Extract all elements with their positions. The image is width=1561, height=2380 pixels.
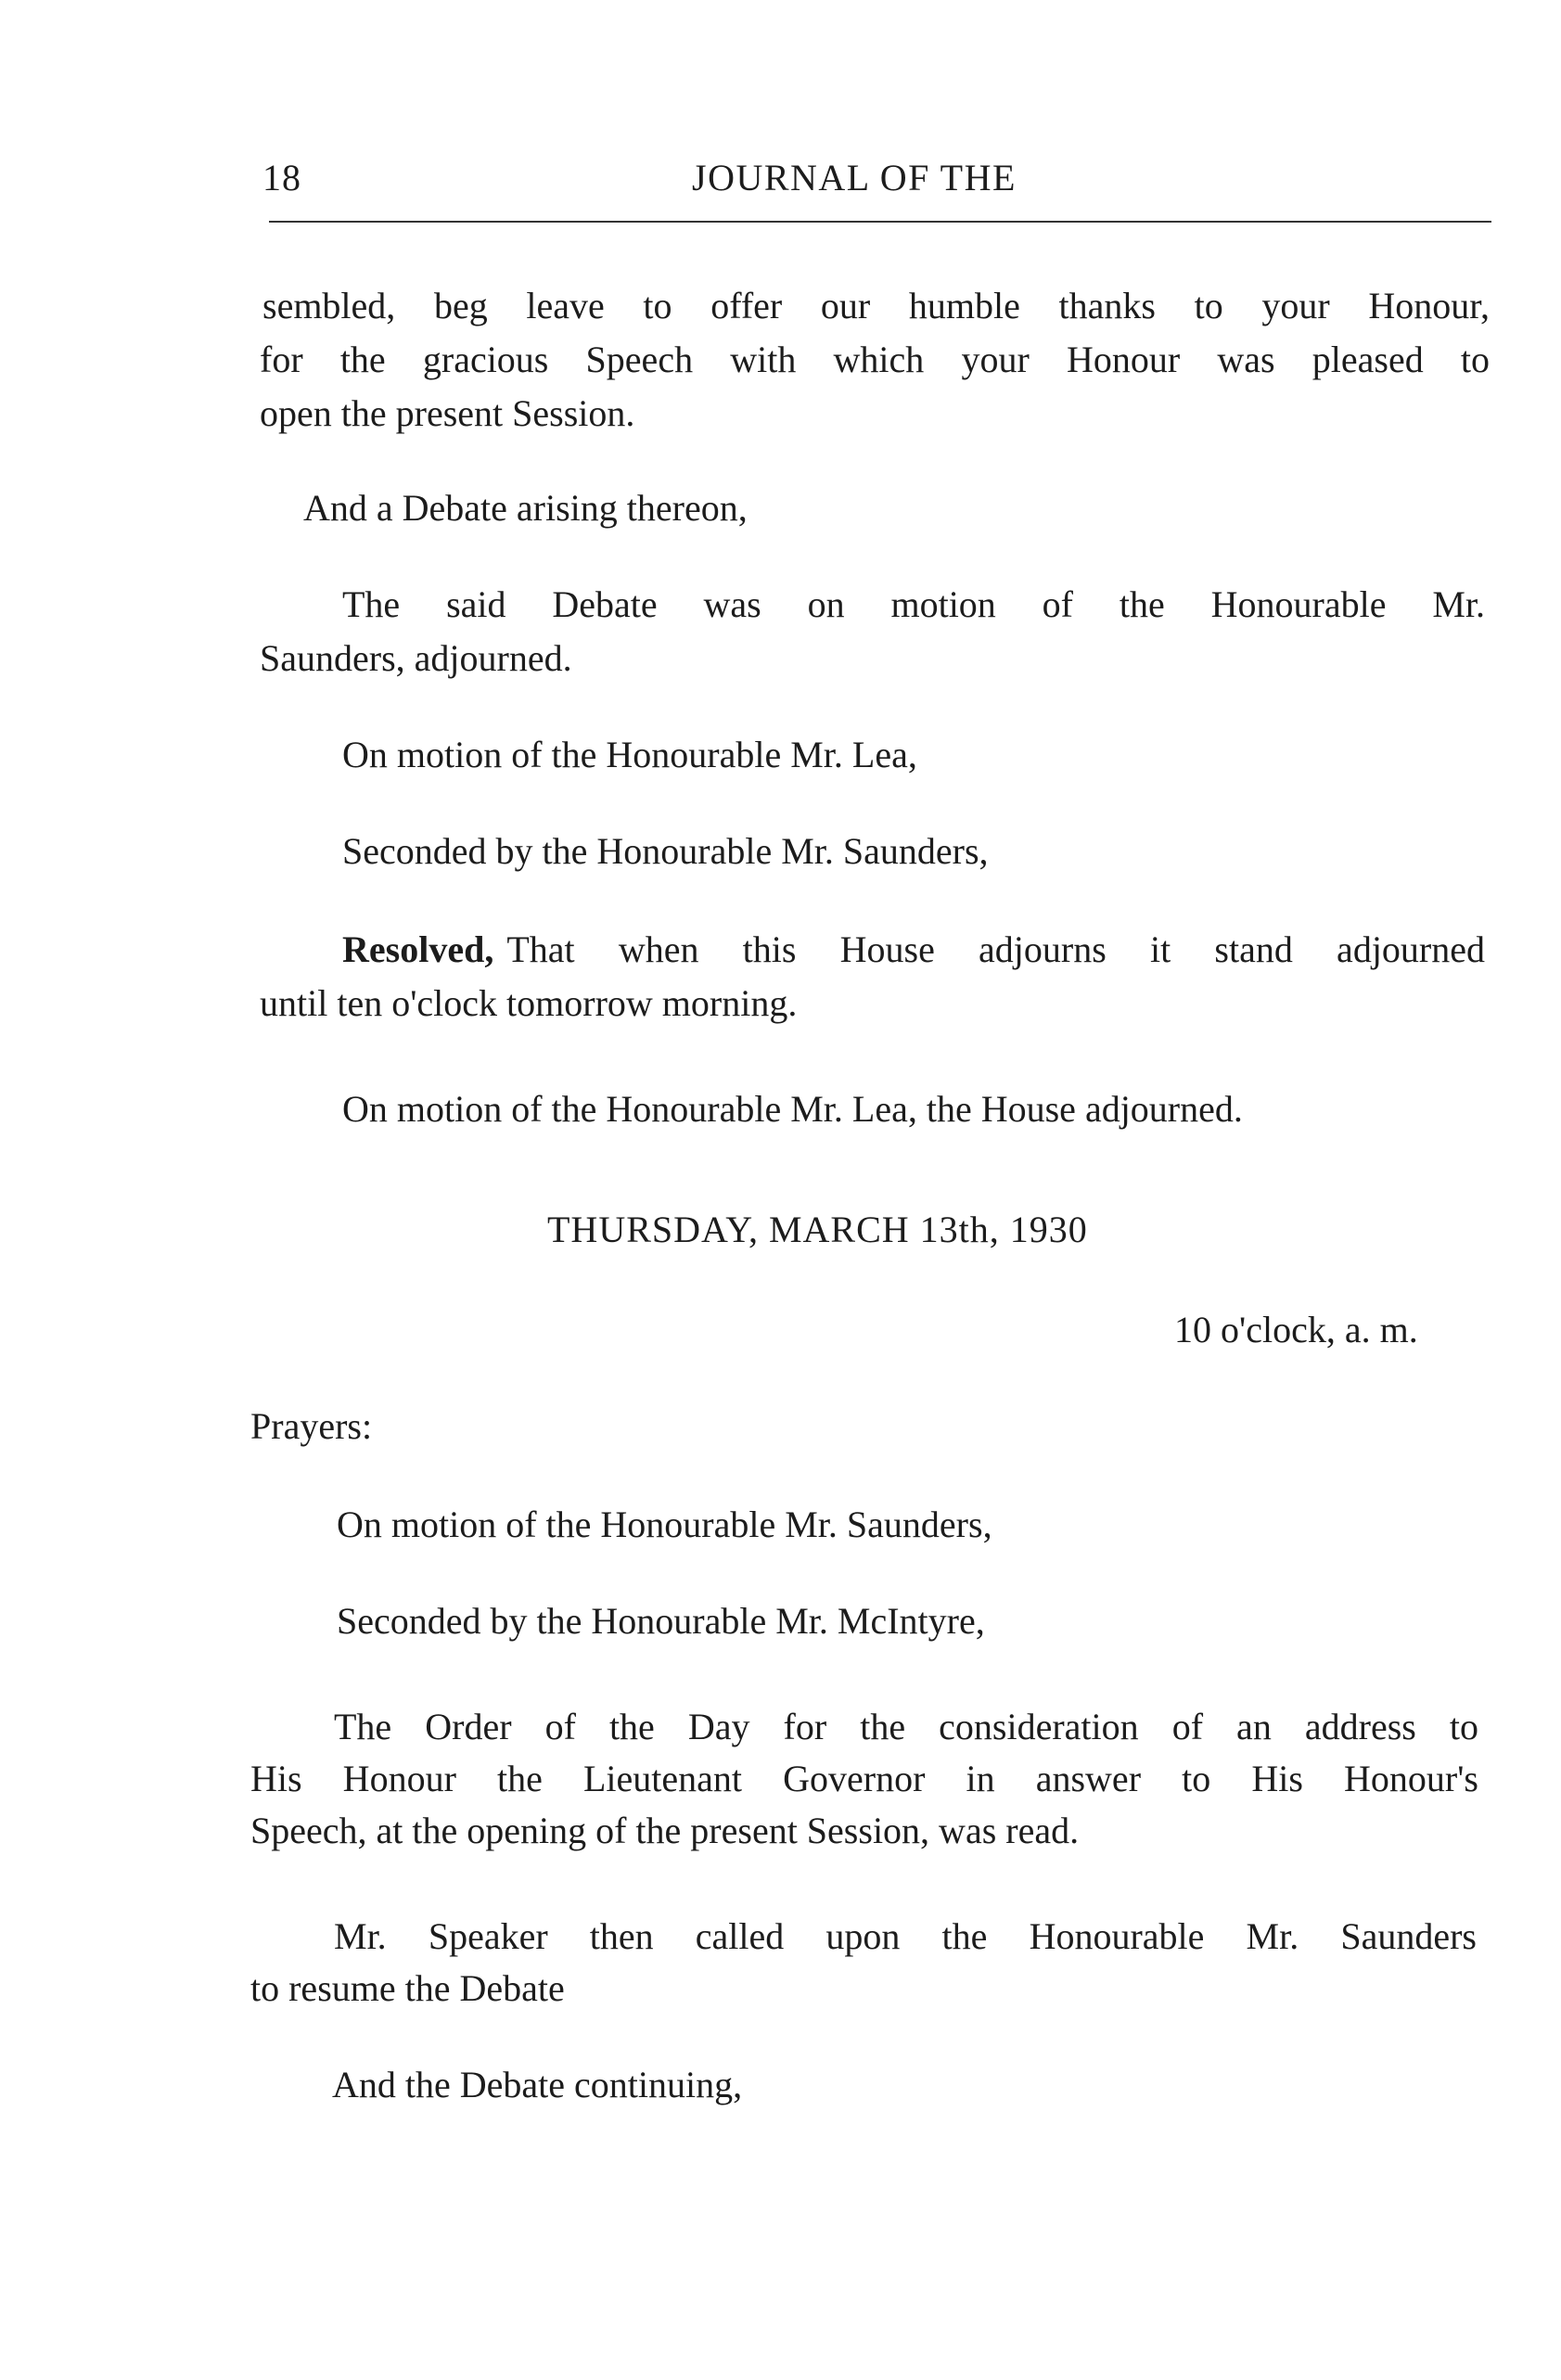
- paragraph-line: Speech, at the opening of the present Session, was read.: [250, 1810, 1080, 1851]
- paragraph-line: The said Debate was on motion of the Honourable Mr.: [342, 583, 1485, 625]
- paragraph-line: Mr. Speaker then called upon the Honourable Mr. Saunders: [334, 1915, 1477, 1957]
- paragraph-line: The Order of the Day for the consideration of an address to: [334, 1706, 1478, 1747]
- paragraph-line: until ten o'clock tomorrow morning.: [260, 982, 798, 1024]
- paragraph-line: That when this House adjourns it stand adjourned: [506, 928, 1485, 970]
- paragraph-line: His Honour the Lieutenant Governor in answer to His Honour's: [250, 1758, 1478, 1799]
- running-title: JOURNAL OF THE: [692, 157, 1017, 198]
- paragraph-line: Saunders, adjourned.: [260, 637, 572, 679]
- paragraph-line: for the gracious Speech with which your Honour was pleased to: [260, 339, 1490, 380]
- paragraph-line: On motion of the Honourable Mr. Lea,: [342, 734, 917, 775]
- paragraph-line: And the Debate continuing,: [332, 2064, 743, 2105]
- page-number: 18: [262, 157, 301, 198]
- paragraph-line: On motion of the Honourable Mr. Lea, the House adjourned.: [342, 1088, 1243, 1130]
- time-line: 10 o'clock, a. m.: [1174, 1309, 1418, 1350]
- paragraph-line: to resume the Debate: [250, 1967, 565, 2009]
- date-heading: THURSDAY, MARCH 13th, 1930: [547, 1209, 1088, 1250]
- prayers-line: Prayers:: [250, 1405, 373, 1447]
- resolved-label: Resolved,: [342, 928, 494, 970]
- header-rule: [269, 221, 1491, 223]
- paragraph-line: sembled, beg leave to offer our humble thanks to your Honour,: [262, 285, 1490, 326]
- paragraph-line: And a Debate arising thereon,: [303, 487, 748, 529]
- paragraph-line: On motion of the Honourable Mr. Saunders,: [337, 1503, 992, 1545]
- paragraph-line: open the present Session.: [260, 392, 635, 434]
- resolved-line: [342, 928, 1485, 972]
- page-header: [262, 156, 1491, 211]
- paragraph-line: Seconded by the Honourable Mr. Saunders,: [342, 830, 989, 872]
- paragraph-line: Seconded by the Honourable Mr. McIntyre,: [337, 1600, 985, 1642]
